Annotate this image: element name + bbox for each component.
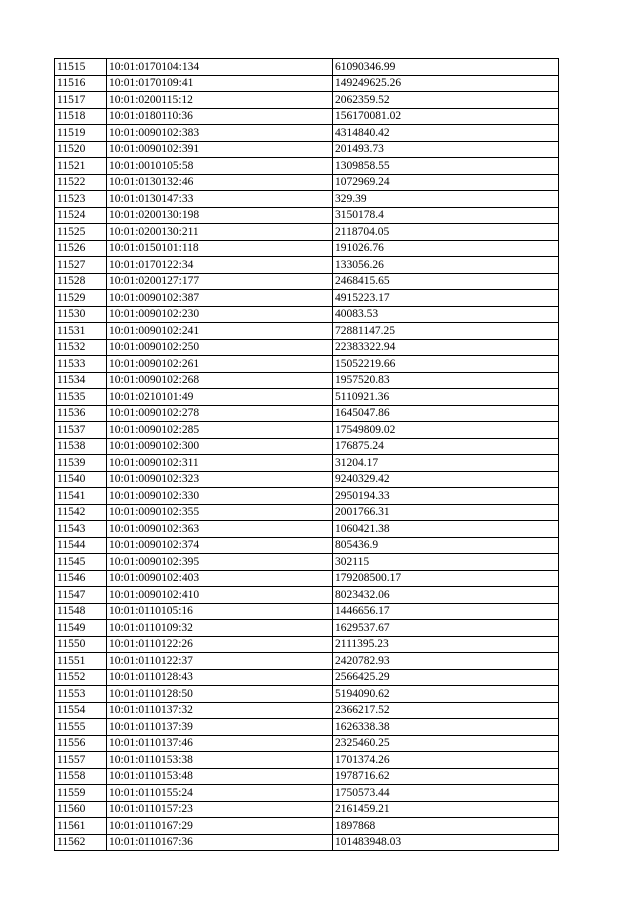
table-row	[55, 455, 559, 472]
row-number-cell: 11539	[55, 455, 107, 472]
table-row	[55, 752, 559, 769]
table-row	[55, 785, 559, 802]
row-number-cell: 11524	[55, 207, 107, 224]
table-row	[55, 521, 559, 538]
cadastral-number-cell: 10:01:0170122:34	[107, 257, 333, 274]
row-number-cell: 11558	[55, 768, 107, 785]
value-cell: 101483948.03	[333, 834, 559, 851]
cadastral-number-cell: 10:01:0210101:49	[107, 389, 333, 406]
row-number-cell: 11530	[55, 306, 107, 323]
cadastral-number-cell: 10:01:0200115:12	[107, 92, 333, 109]
table-row	[55, 471, 559, 488]
cadastral-number-cell: 10:01:0090102:285	[107, 422, 333, 439]
cadastral-number-cell: 10:01:0180110:36	[107, 108, 333, 125]
cadastral-number-cell: 10:01:0090102:363	[107, 521, 333, 538]
row-number-cell: 11549	[55, 620, 107, 637]
value-cell: 191026.76	[333, 240, 559, 257]
row-number-cell: 11559	[55, 785, 107, 802]
table-body	[55, 59, 559, 851]
cadastral-number-cell: 10:01:0110153:48	[107, 768, 333, 785]
table-row	[55, 735, 559, 752]
table-row	[55, 603, 559, 620]
value-cell: 8023432.06	[333, 587, 559, 604]
value-cell: 61090346.99	[333, 59, 559, 76]
cadastral-number-cell: 10:01:0090102:355	[107, 504, 333, 521]
value-cell: 3150178.4	[333, 207, 559, 224]
table-row	[55, 158, 559, 175]
table-row	[55, 653, 559, 670]
cadastral-number-cell: 10:01:0010105:58	[107, 158, 333, 175]
value-cell: 1978716.62	[333, 768, 559, 785]
table-row	[55, 405, 559, 422]
row-number-cell: 11560	[55, 801, 107, 818]
table-row	[55, 504, 559, 521]
table-row	[55, 59, 559, 76]
cadastral-number-cell: 10:01:0110167:29	[107, 818, 333, 835]
cadastral-number-cell: 10:01:0110167:36	[107, 834, 333, 851]
value-cell: 2950194.33	[333, 488, 559, 505]
value-cell: 1072969.24	[333, 174, 559, 191]
row-number-cell: 11527	[55, 257, 107, 274]
value-cell: 1060421.38	[333, 521, 559, 538]
row-number-cell: 11555	[55, 719, 107, 736]
value-cell: 2366217.52	[333, 702, 559, 719]
table-row	[55, 719, 559, 736]
cadastral-number-cell: 10:01:0170109:41	[107, 75, 333, 92]
value-cell: 4314840.42	[333, 125, 559, 142]
table-row	[55, 372, 559, 389]
table-row	[55, 818, 559, 835]
row-number-cell: 11544	[55, 537, 107, 554]
value-cell: 5110921.36	[333, 389, 559, 406]
value-cell: 72881147.25	[333, 323, 559, 340]
row-number-cell: 11548	[55, 603, 107, 620]
value-cell: 9240329.42	[333, 471, 559, 488]
row-number-cell: 11519	[55, 125, 107, 142]
cadastral-number-cell: 10:01:0200130:198	[107, 207, 333, 224]
cadastral-number-cell: 10:01:0110105:16	[107, 603, 333, 620]
value-cell: 2420782.93	[333, 653, 559, 670]
cadastral-number-cell: 10:01:0110128:43	[107, 669, 333, 686]
table-row	[55, 356, 559, 373]
value-cell: 2111395.23	[333, 636, 559, 653]
row-number-cell: 11515	[55, 59, 107, 76]
row-number-cell: 11532	[55, 339, 107, 356]
row-number-cell: 11554	[55, 702, 107, 719]
row-number-cell: 11521	[55, 158, 107, 175]
table-row	[55, 768, 559, 785]
value-cell: 40083.53	[333, 306, 559, 323]
row-number-cell: 11540	[55, 471, 107, 488]
data-table	[54, 58, 559, 851]
value-cell: 1645047.86	[333, 405, 559, 422]
cadastral-number-cell: 10:01:0090102:403	[107, 570, 333, 587]
cadastral-number-cell: 10:01:0090102:278	[107, 405, 333, 422]
cadastral-number-cell: 10:01:0090102:241	[107, 323, 333, 340]
value-cell: 2001766.31	[333, 504, 559, 521]
cadastral-number-cell: 10:01:0090102:374	[107, 537, 333, 554]
row-number-cell: 11547	[55, 587, 107, 604]
cadastral-number-cell: 10:01:0130132:46	[107, 174, 333, 191]
row-number-cell: 11517	[55, 92, 107, 109]
value-cell: 1957520.83	[333, 372, 559, 389]
row-number-cell: 11529	[55, 290, 107, 307]
cadastral-number-cell: 10:01:0130147:33	[107, 191, 333, 208]
row-number-cell: 11518	[55, 108, 107, 125]
row-number-cell: 11537	[55, 422, 107, 439]
cadastral-number-cell: 10:01:0090102:311	[107, 455, 333, 472]
value-cell: 133056.26	[333, 257, 559, 274]
cadastral-number-cell: 10:01:0110122:26	[107, 636, 333, 653]
table-row	[55, 669, 559, 686]
table-row	[55, 290, 559, 307]
value-cell: 1629537.67	[333, 620, 559, 637]
value-cell: 2118704.05	[333, 224, 559, 241]
cadastral-number-cell: 10:01:0110157:23	[107, 801, 333, 818]
cadastral-number-cell: 10:01:0090102:395	[107, 554, 333, 571]
cadastral-number-cell: 10:01:0110137:39	[107, 719, 333, 736]
value-cell: 149249625.26	[333, 75, 559, 92]
cadastral-number-cell: 10:01:0090102:250	[107, 339, 333, 356]
row-number-cell: 11528	[55, 273, 107, 290]
value-cell: 176875.24	[333, 438, 559, 455]
cadastral-number-cell: 10:01:0110128:50	[107, 686, 333, 703]
row-number-cell: 11550	[55, 636, 107, 653]
cadastral-number-cell: 10:01:0110153:38	[107, 752, 333, 769]
value-cell: 156170081.02	[333, 108, 559, 125]
cadastral-number-cell: 10:01:0110122:37	[107, 653, 333, 670]
value-cell: 15052219.66	[333, 356, 559, 373]
value-cell: 17549809.02	[333, 422, 559, 439]
row-number-cell: 11556	[55, 735, 107, 752]
table-row	[55, 389, 559, 406]
cadastral-number-cell: 10:01:0090102:323	[107, 471, 333, 488]
row-number-cell: 11542	[55, 504, 107, 521]
cadastral-number-cell: 10:01:0110137:32	[107, 702, 333, 719]
table-row	[55, 620, 559, 637]
table-row	[55, 191, 559, 208]
table-row	[55, 141, 559, 158]
row-number-cell: 11546	[55, 570, 107, 587]
row-number-cell: 11531	[55, 323, 107, 340]
row-number-cell: 11522	[55, 174, 107, 191]
row-number-cell: 11534	[55, 372, 107, 389]
value-cell: 2468415.65	[333, 273, 559, 290]
cadastral-number-cell: 10:01:0200127:177	[107, 273, 333, 290]
cadastral-number-cell: 10:01:0150101:118	[107, 240, 333, 257]
row-number-cell: 11525	[55, 224, 107, 241]
value-cell: 329.39	[333, 191, 559, 208]
table-row	[55, 306, 559, 323]
value-cell: 2161459.21	[333, 801, 559, 818]
row-number-cell: 11553	[55, 686, 107, 703]
table-row	[55, 323, 559, 340]
value-cell: 2566425.29	[333, 669, 559, 686]
value-cell: 1309858.55	[333, 158, 559, 175]
cadastral-number-cell: 10:01:0200130:211	[107, 224, 333, 241]
cadastral-number-cell: 10:01:0090102:330	[107, 488, 333, 505]
table-row	[55, 587, 559, 604]
value-cell: 805436.9	[333, 537, 559, 554]
row-number-cell: 11523	[55, 191, 107, 208]
value-cell: 2062359.52	[333, 92, 559, 109]
value-cell: 1446656.17	[333, 603, 559, 620]
table-row	[55, 240, 559, 257]
cadastral-number-cell: 10:01:0170104:134	[107, 59, 333, 76]
table-row	[55, 92, 559, 109]
table-row	[55, 108, 559, 125]
table-row	[55, 207, 559, 224]
table-row	[55, 438, 559, 455]
cadastral-number-cell: 10:01:0110137:46	[107, 735, 333, 752]
table-row	[55, 257, 559, 274]
table-row	[55, 273, 559, 290]
value-cell: 2325460.25	[333, 735, 559, 752]
value-cell: 1897868	[333, 818, 559, 835]
cadastral-number-cell: 10:01:0090102:268	[107, 372, 333, 389]
value-cell: 22383322.94	[333, 339, 559, 356]
cadastral-number-cell: 10:01:0090102:261	[107, 356, 333, 373]
table-row	[55, 554, 559, 571]
table-row	[55, 75, 559, 92]
value-cell: 31204.17	[333, 455, 559, 472]
value-cell: 1701374.26	[333, 752, 559, 769]
value-cell: 201493.73	[333, 141, 559, 158]
cadastral-number-cell: 10:01:0110155:24	[107, 785, 333, 802]
row-number-cell: 11541	[55, 488, 107, 505]
table-row	[55, 422, 559, 439]
row-number-cell: 11520	[55, 141, 107, 158]
table-row	[55, 636, 559, 653]
value-cell: 1626338.38	[333, 719, 559, 736]
cadastral-number-cell: 10:01:0090102:391	[107, 141, 333, 158]
row-number-cell: 11561	[55, 818, 107, 835]
table-row	[55, 174, 559, 191]
cadastral-number-cell: 10:01:0090102:410	[107, 587, 333, 604]
value-cell: 302115	[333, 554, 559, 571]
table-row	[55, 488, 559, 505]
row-number-cell: 11536	[55, 405, 107, 422]
row-number-cell: 11552	[55, 669, 107, 686]
document-page	[54, 58, 558, 851]
table-row	[55, 570, 559, 587]
row-number-cell: 11516	[55, 75, 107, 92]
table-row	[55, 125, 559, 142]
table-row	[55, 801, 559, 818]
cadastral-number-cell: 10:01:0090102:230	[107, 306, 333, 323]
row-number-cell: 11557	[55, 752, 107, 769]
table-row	[55, 686, 559, 703]
table-row	[55, 537, 559, 554]
row-number-cell: 11543	[55, 521, 107, 538]
value-cell: 5194090.62	[333, 686, 559, 703]
row-number-cell: 11533	[55, 356, 107, 373]
value-cell: 4915223.17	[333, 290, 559, 307]
cadastral-number-cell: 10:01:0090102:300	[107, 438, 333, 455]
table-row	[55, 702, 559, 719]
row-number-cell: 11545	[55, 554, 107, 571]
cadastral-number-cell: 10:01:0110109:32	[107, 620, 333, 637]
row-number-cell: 11562	[55, 834, 107, 851]
row-number-cell: 11535	[55, 389, 107, 406]
table-row	[55, 834, 559, 851]
row-number-cell: 11526	[55, 240, 107, 257]
cadastral-number-cell: 10:01:0090102:383	[107, 125, 333, 142]
value-cell: 179208500.17	[333, 570, 559, 587]
cadastral-number-cell: 10:01:0090102:387	[107, 290, 333, 307]
value-cell: 1750573.44	[333, 785, 559, 802]
row-number-cell: 11538	[55, 438, 107, 455]
row-number-cell: 11551	[55, 653, 107, 670]
table-row	[55, 224, 559, 241]
table-row	[55, 339, 559, 356]
